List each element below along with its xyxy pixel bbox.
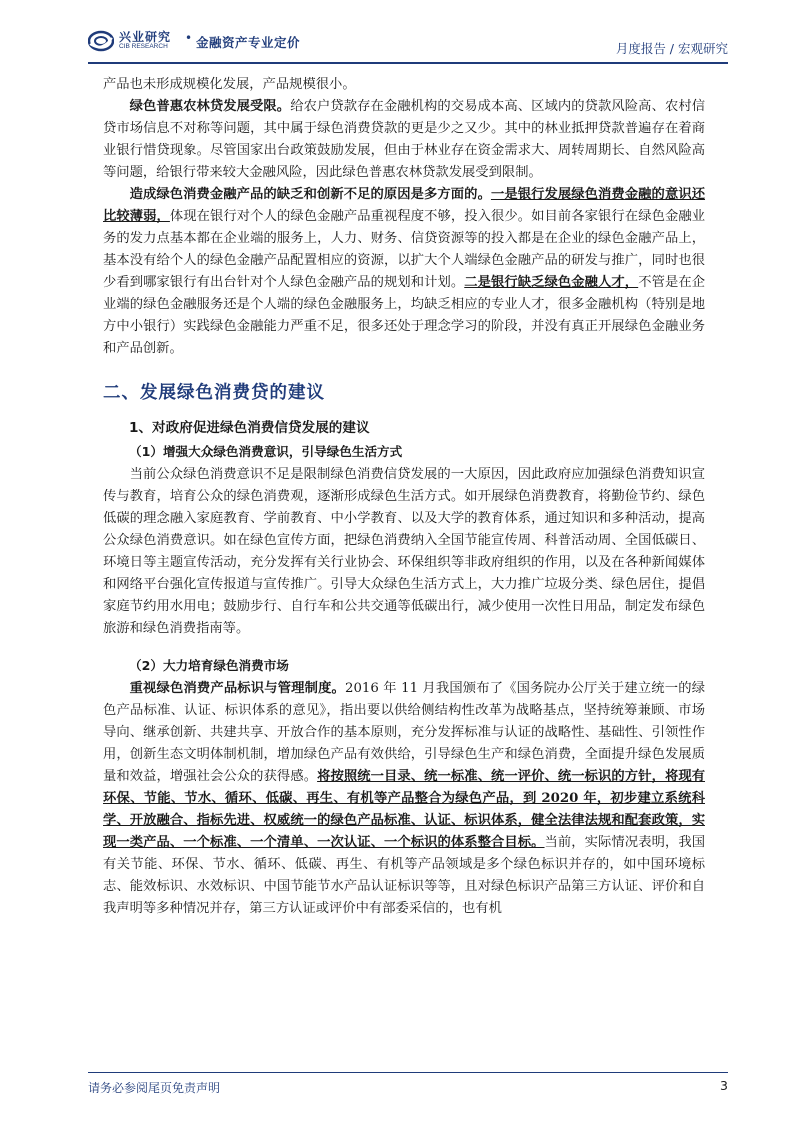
report-type: 月度报告 / 宏观研究	[615, 41, 728, 56]
bold-lead: 绿色普惠农林贷发展受限。	[129, 99, 291, 114]
header-divider	[88, 62, 728, 64]
page-header	[88, 24, 728, 64]
subsubsection-heading: （1）增强大众绿色消费意识，引导绿色生活方式	[129, 444, 403, 459]
cib-logo-icon	[88, 28, 114, 54]
bold-underline: 二是银行缺乏绿色金融人才，	[464, 275, 639, 290]
separator-dot: •	[185, 31, 193, 45]
logo-text-cn: 兴业研究	[119, 30, 172, 44]
subsection-heading: 1、对政府促进绿色消费信贷发展的建议	[129, 420, 370, 436]
bold-underline: 将按照统一目录、统一标准、统一评价、统一标识的方针，将现有环保、节能、节水、循环、低碳、再生、有机等产品整合为绿色产品，到 2020 年，初步建立系统科学、开放融合、指标先进、权威统一的绿色产品标准、认证、标识体系，健全法律法规和配套政策，实现一类产品、一个标准、一个清单、一次认证、一个标识的体系整合目标。	[103, 769, 706, 850]
logo-text-en: CIB RESEARCH	[119, 43, 168, 50]
header-tagline: 金融资产专业定价	[196, 35, 301, 50]
paragraph: 造成绿色消费金融产品的缺乏和创新不足的原因是多方面的。一是银行发展绿色消费金融的意识还比较薄弱，体现在银行对个人的绿色金融产品重视程度不够，投入很少。如目前各家银行在绿色金融业务的发力点基本都在企业端的服务上，人力、财务、信贷资源等的投入都是在企业的绿色金融产品上，基本没有给个人的绿色金融产品配置相应的资源，以扩大个人端绿色金融产品的研发与推广，同时也很少看到哪家银行有出台针对个人绿色金融产品的规划和计划。二是银行缺乏绿色金融人才，不管是在企业端的绿色金融服务还是个人端的绿色金融服务上，均缺乏相应的专业人才，很多金融机构（特别是地方中小银行）实践绿色金融能力严重不足，很多还处于理念学习的阶段，并没有真正开展绿色金融业务和产品创新。	[103, 187, 706, 356]
disclaimer-note: 请务必参阅尾页免责声明	[88, 1081, 221, 1095]
page-number: 3	[720, 1078, 728, 1093]
paragraph: 产品也未形成规模化发展，产品规模很小。	[103, 77, 356, 92]
footer-divider	[88, 1072, 728, 1073]
paragraph: 当前公众绿色消费意识不足是限制绿色消费信贷发展的一大原因，因此政府应加强绿色消费知识宣传与教育，培育公众的绿色消费观，逐渐形成绿色生活方式。如开展绿色消费教育，将勤俭节约、绿色低碳的理念融入家庭教育、学前教育、中小学教育、以及大学的教育体系，通过知识和多种活动，提高公众绿色消费意识。如在绿色宣传方面，把绿色消费纳入全国节能宣传周、科普活动周、全国低碳日、环境日等主题宣传活动，充分发挥有关行业协会、环保组织等非政府组织的作用，以及在各种新闻媒体和网络平台强化宣传报道与宣传推广。引导大众绿色生活方式上，大力推广垃圾分类、绿色居住，提倡家庭节约用水用电；鼓励步行、自行车和公共交通等低碳出行，减少使用一次性日用品，制定发布绿色旅游和绿色消费指南等。	[103, 467, 705, 636]
bold-lead: 重视绿色消费产品标识与管理制度。	[129, 681, 346, 696]
bold-underline: 一是银行发展绿色消费金融的意识还比较薄弱，	[103, 187, 706, 224]
document-body	[103, 74, 705, 920]
section-heading: 二、发展绿色消费贷的建议	[103, 383, 325, 403]
subsubsection-heading: （2）大力培育绿色消费市场	[129, 658, 289, 673]
bold-lead: 造成绿色消费金融产品的缺乏和创新不足的原因是多方面的。	[129, 187, 491, 202]
paragraph: 重视绿色消费产品标识与管理制度。2016 年 11 月我国颁布了《国务院办公厅关于建立统一的绿色产品标准、认证、标识体系的意见》，指出要以供给侧结构性改革为战略基点，坚持统筹兼顾、市场导向、继承创新、共建共享、开放合作的基本原则，充分发挥标准与认证的战略性、基础性、引领性作用，创新生态文明体制机制，增加绿色产品有效供给，引导绿色生产和绿色消费，全面提升绿色发展质量和效益，增强社会公众的获得感。将按照统一目录、统一标准、统一评价、统一标识的方针，将现有环保、节能、节水、循环、低碳、再生、有机等产品整合为绿色产品，到 2020 年，初步建立系统科学、开放融合、指标先进、权威统一的绿色产品标准、认证、标识体系，健全法律法规和配套政策，实现一类产品、一个标准、一个清单、一次认证、一个标识的体系整合目标。当前，实际情况表明，我国有关节能、环保、节水、循环、低碳、再生、有机等产品领域是多个绿色标识并存的，如中国环境标志、能效标识、水效标识、中国节能节水产品认证标识等等，且对绿色标识产品第三方认证、评价和自我声明等多种情况并存，第三方认证或评价中有部委采信的，也有机	[103, 681, 706, 916]
paragraph: 绿色普惠农林贷发展受限。给农户贷款存在金融机构的交易成本高、区域内的贷款风险高、农村信贷市场信息不对称等问题，其中属于绿色消费贷款的更是少之又少。其中的林业抵押贷款普遍存在着商业银行惜贷现象。尽管国家出台政策鼓励发展，但由于林业存在资金需求大、周转周期长、自然风险高等问题，给银行带来较大金融风险，因此绿色普惠农林贷款发展受到限制。	[103, 99, 706, 180]
